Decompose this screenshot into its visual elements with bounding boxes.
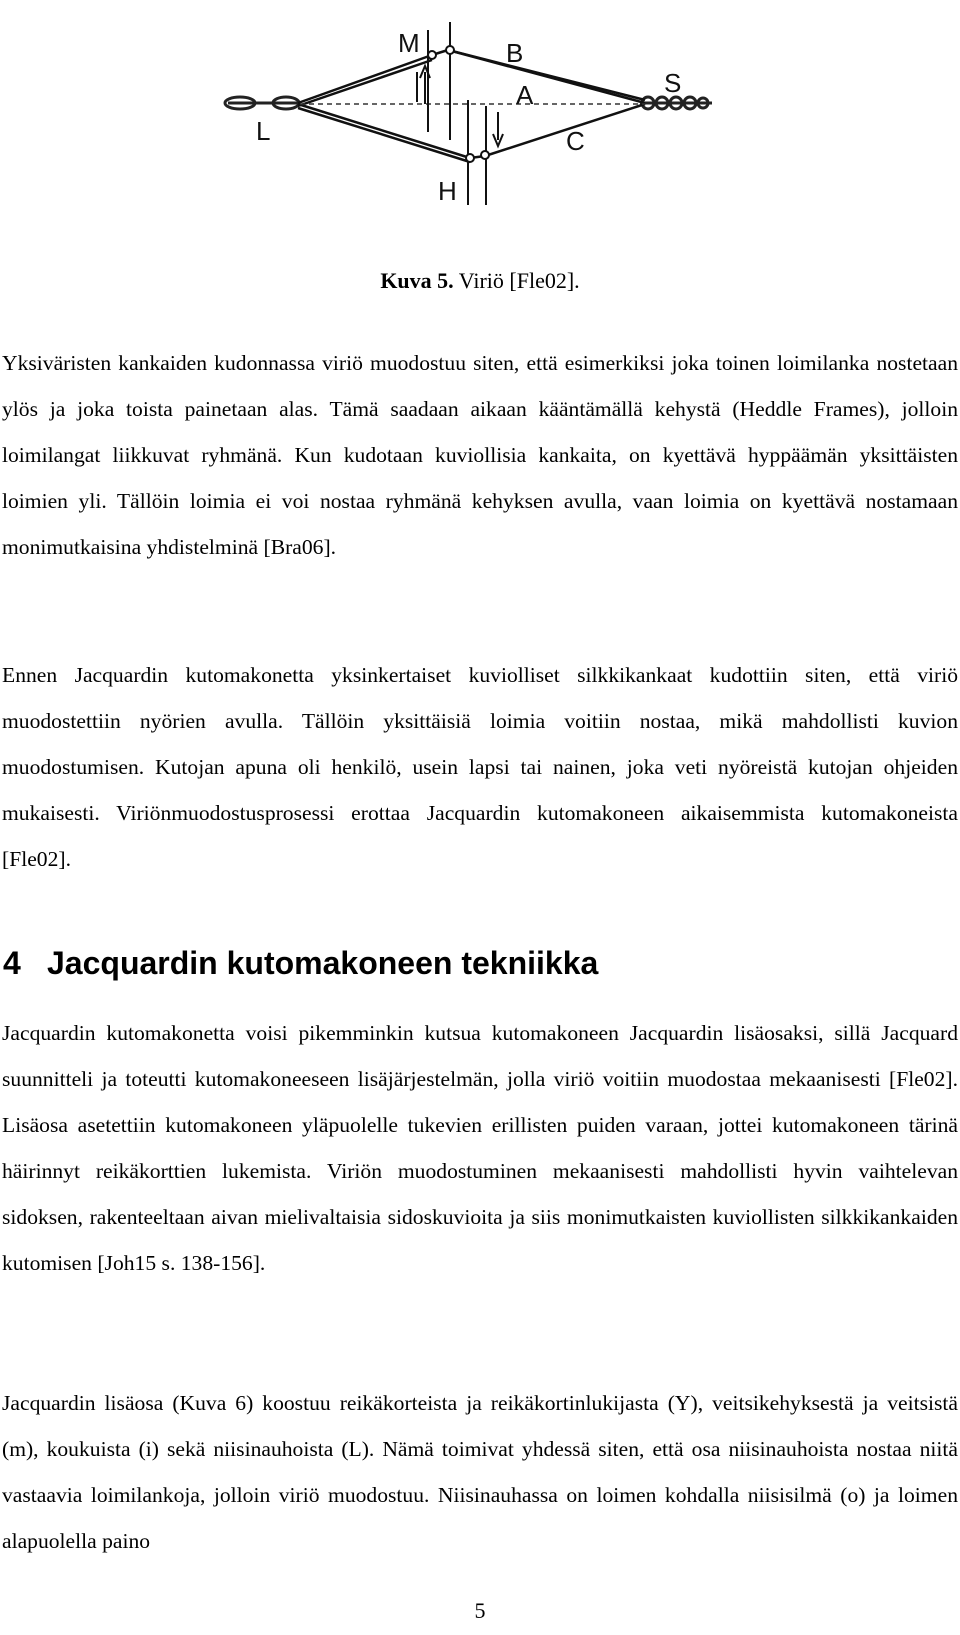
paragraph-2: Ennen Jacquardin kutomakonetta yksinkertaiset kuviolliset silkkikankaat kudottiin siten, että viriö muodostettiin nyörien avulla. Tällöin yksittäisiä loimia voitiin nostaa, mikä mahdollisti kuvion muodostumisen. Kutojan apuna oli henkilö, usein lapsi tai nainen, joka veti nyöreistä kutojan ohjeiden mukaisesti. Viriönmuodostusprosessi erottaa Jacquardin kutomakoneen aikaisemmista kutomakoneista [Fle02]. [2, 663, 958, 871]
label-s: S [664, 68, 682, 98]
section-number: 4 [3, 945, 21, 981]
label-m: M [398, 28, 420, 58]
shed-diagram [200, 0, 760, 250]
label-a: A [516, 80, 534, 110]
section-heading [3, 945, 598, 982]
paragraph-1: Yksiväristen kankaiden kudonnassa viriö muodostuu siten, että esimerkiksi joka toinen loimilanka nostetaan ylös ja joka toista painetaan alas. Tämä saadaan aikaan kääntämällä kehystä (Heddle Frames), jolloin loimilangat liikkuvat ryhmänä. Kun kudotaan kuviollisia kankaita, on kyettävä hyppäämän yksittäisten loimien yli. Tällöin loimia ei voi nostaa ryhmänä kehyksen avulla, vaan loimia on kyettävä nostamaan monimutkaisina yhdistelminä [Bra06]. [2, 351, 958, 559]
label-c: C [566, 126, 585, 156]
label-h: H [438, 176, 457, 206]
left-yarn-twist [225, 97, 300, 109]
section-title: Jacquardin kutomakoneen tekniikka [47, 945, 599, 981]
upper-warp-lines [298, 50, 645, 106]
caption-prefix: Kuva 5. [380, 268, 454, 293]
right-yarn-twist [640, 97, 712, 109]
paragraph-4: Jacquardin lisäosa (Kuva 6) koostuu reikäkorteista ja reikäkortinlukijasta (Y), veitsikehyksestä ja veitsistä (m), koukuista (i) sekä niisinauhoista (L). Nämä toimivat yhdessä siten, että osa niisinauhoista nostaa niitä vastaavia loimilankoja, jolloin viriö muodostuu. Niisinauhassa on loimen kohdalla niisisilmä (o) ja loimen alapuolella paino [2, 1391, 958, 1553]
label-l: L [256, 116, 271, 146]
page-number: 5 [474, 1598, 486, 1623]
figure-caption [0, 268, 960, 294]
heddle-m [417, 22, 454, 140]
label-b: B [506, 38, 524, 68]
shed-diagram-svg [200, 0, 760, 250]
caption-text: Viriö [Fle02]. [458, 268, 580, 293]
paragraph-3: Jacquardin kutomakonetta voisi pikemminkin kutsua kutomakoneen Jacquardin lisäosaksi, sillä Jacquard suunnitteli ja toteutti kutomakoneeseen lisäjärjestelmän, jolla viriö voitiin muodostaa mekaanisesti [Fle02]. Lisäosa asetettiin kutomakoneen yläpuolelle tukevien erillisten puiden varaan, jottei kutomakoneen tärinä häirinnyt reikäkorttien lukemista. Viriön muodostuminen mekaanisesti mahdollisti hyvin vaihtelevan sidoksen, rakenteeltaan aivan mielivaltaisia sidoskuvioita ja siis monimutkaisten kuviollisten silkkikankaiden kutomisen [Joh15 s. 138-156]. [2, 1021, 958, 1275]
